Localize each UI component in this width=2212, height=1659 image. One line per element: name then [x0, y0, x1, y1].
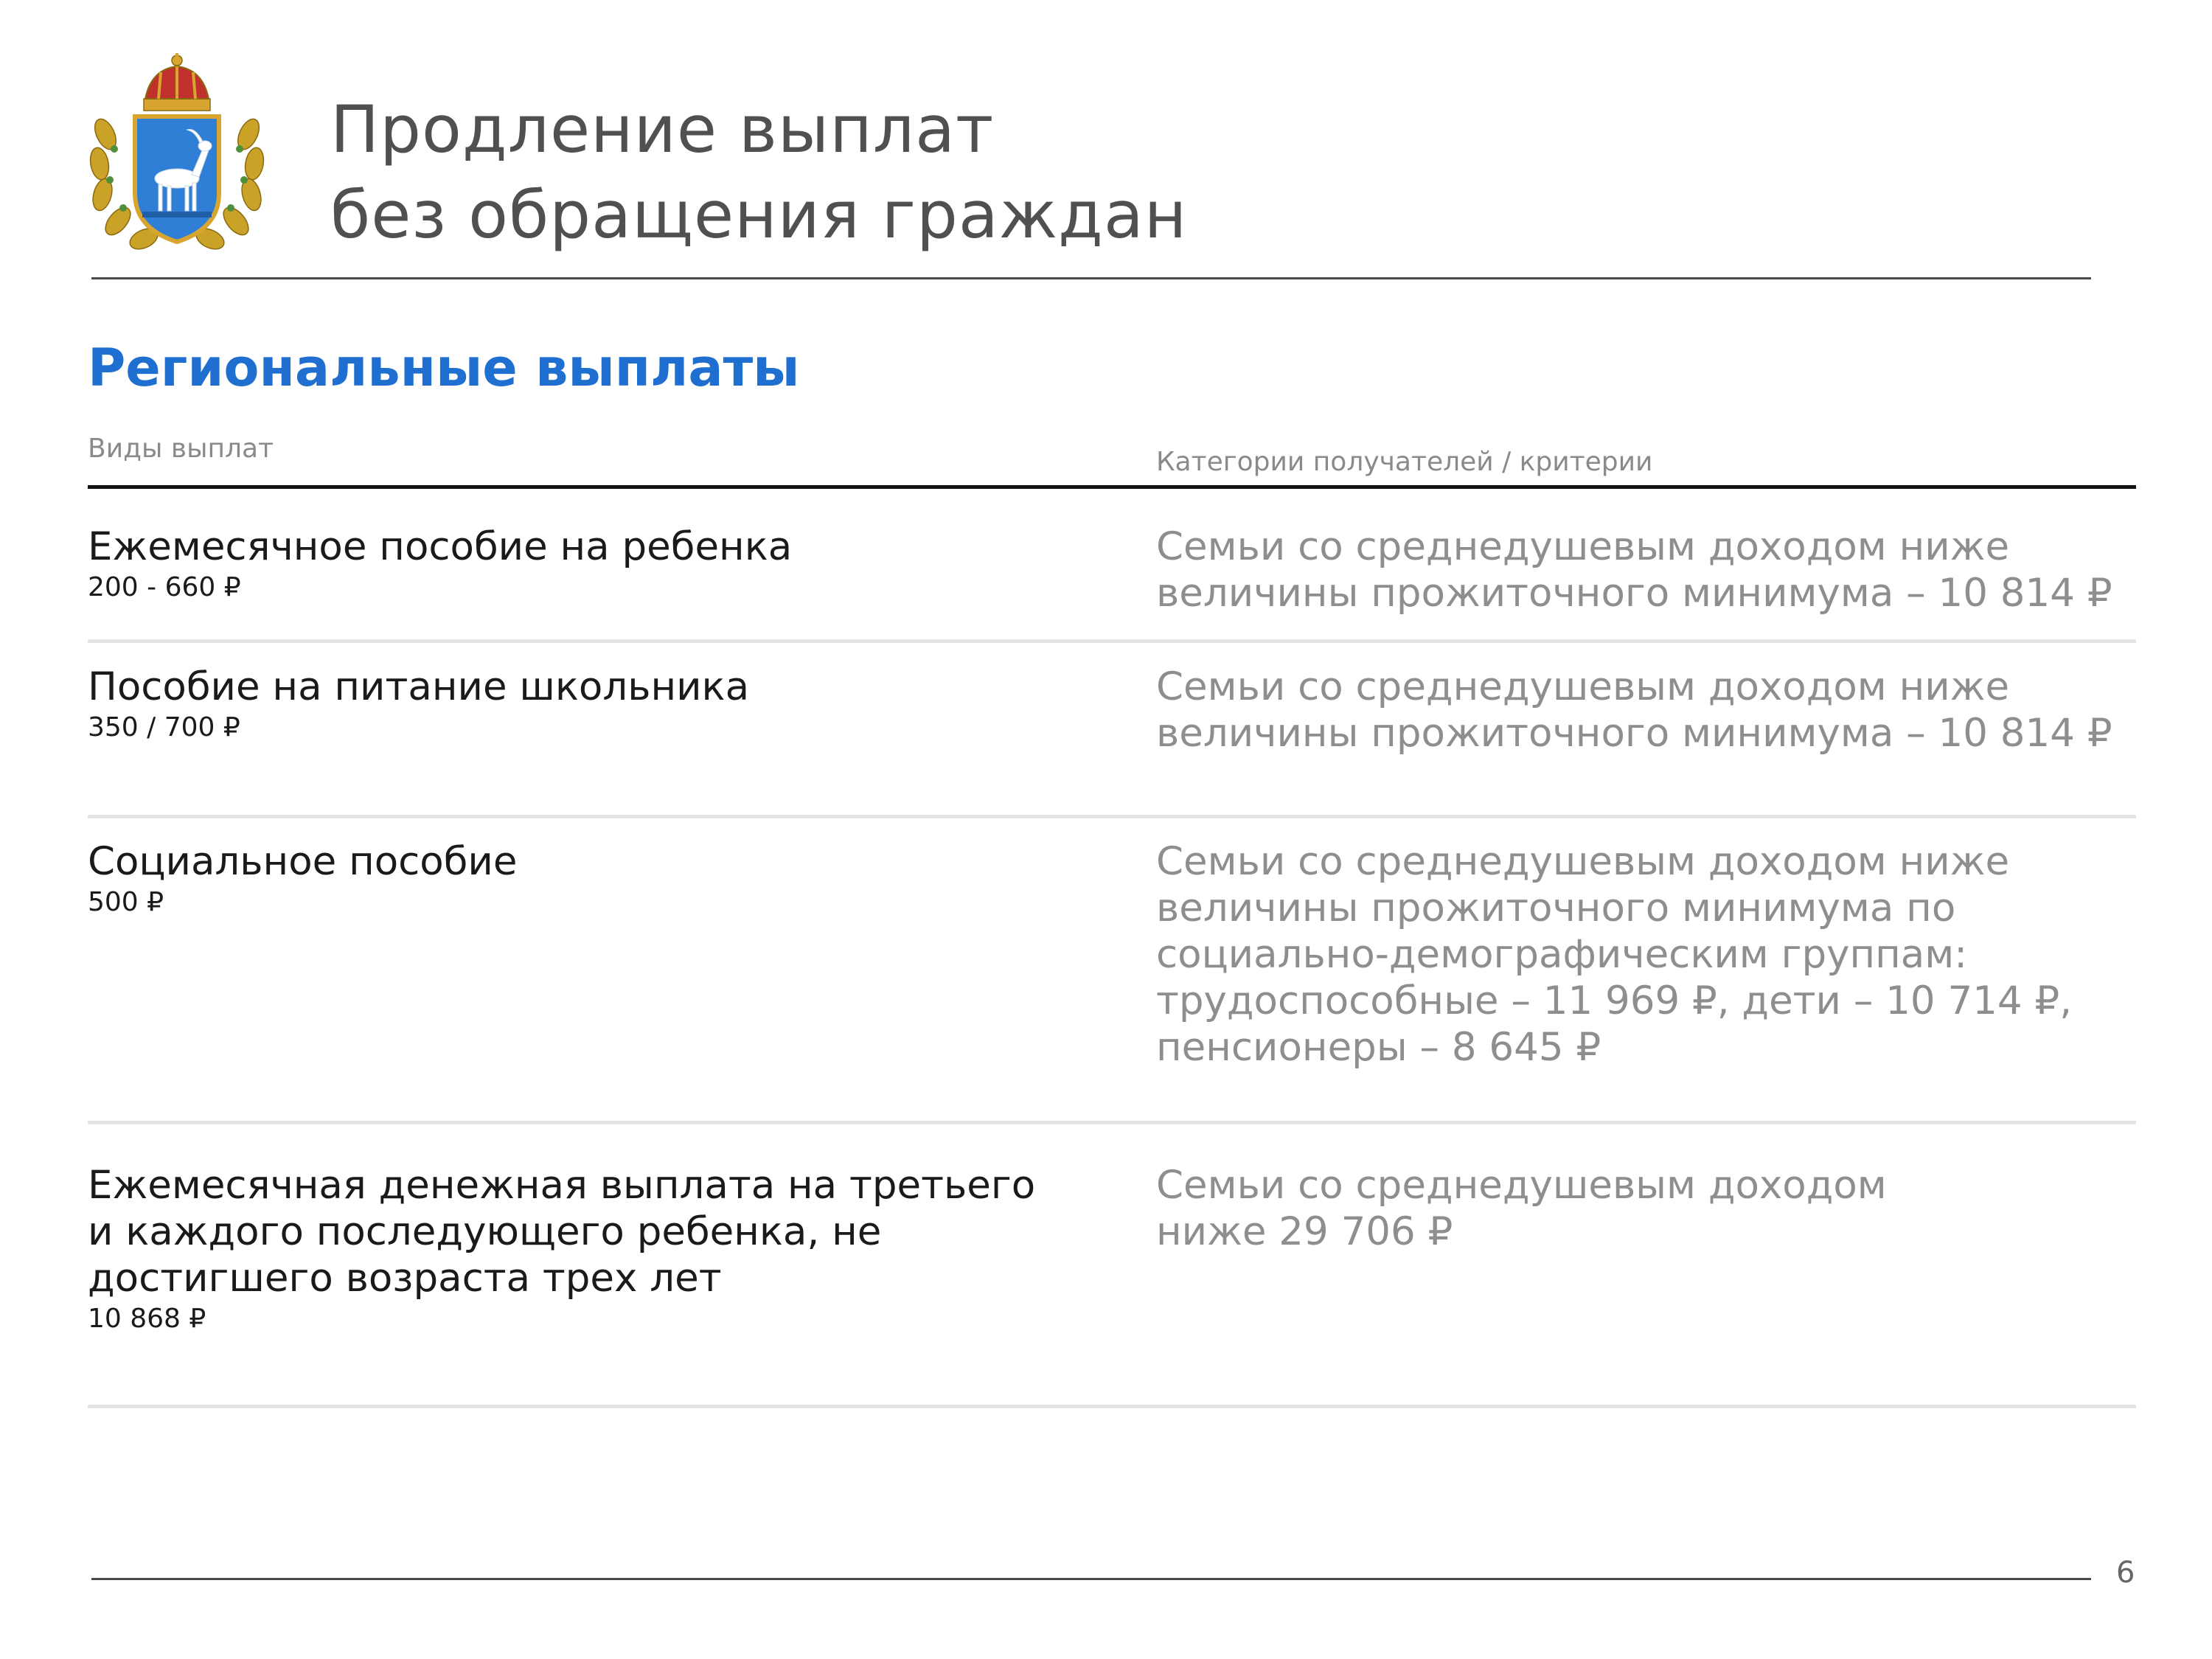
- title-line-1: Продление выплат: [330, 91, 995, 167]
- row-divider: [88, 1121, 2136, 1124]
- criteria-line: величины прожиточного минимума по: [1156, 886, 1956, 931]
- payment-amount: 500 ₽: [88, 887, 164, 917]
- criteria-line: Семьи со среднедушевым доходом: [1156, 1163, 1887, 1208]
- page-number: 6: [2116, 1556, 2135, 1590]
- payment-name-line: Ежемесячная денежная выплата на третьего: [88, 1163, 1036, 1208]
- payment-name-line: достигшего возраста трех лет: [88, 1256, 722, 1301]
- table-row-criteria: [1156, 664, 2115, 757]
- criteria-line: Семьи со среднедушевым доходом ниже: [1156, 839, 2010, 884]
- table-row-payment: [88, 524, 1091, 604]
- table-header-divider: [88, 485, 2136, 489]
- table-row-payment: [88, 1162, 1091, 1335]
- column-header-recipients: Категории получателей / критерии: [1156, 447, 1653, 477]
- payment-amount: 200 - 660 ₽: [88, 572, 241, 602]
- footer-divider: [91, 1578, 2091, 1580]
- criteria-line: ниже 29 706 ₽: [1156, 1209, 1453, 1254]
- table-row-payment: [88, 664, 1091, 744]
- table-row-criteria: [1156, 838, 2115, 1071]
- page-title: [330, 87, 1187, 258]
- criteria-line: величины прожиточного минимума – 10 814 ₽: [1156, 571, 2112, 616]
- criteria-line: трудоспособные – 11 969 ₽, дети – 10 714 ₽,: [1156, 978, 2073, 1023]
- payment-name-line: и каждого последующего ребенка, не: [88, 1209, 882, 1254]
- title-line-2: без обращения граждан: [330, 177, 1188, 253]
- samara-region-coat-of-arms-icon: [85, 53, 269, 260]
- row-divider: [88, 1405, 2136, 1408]
- criteria-line: социально-демографическим группам:: [1156, 932, 1968, 977]
- row-divider: [88, 815, 2136, 818]
- payment-amount: 350 / 700 ₽: [88, 712, 240, 742]
- criteria-line: величины прожиточного минимума – 10 814 ₽: [1156, 711, 2112, 756]
- row-divider: [88, 639, 2136, 643]
- column-header-payments: Виды выплат: [88, 434, 274, 464]
- criteria-line: Семьи со среднедушевым доходом ниже: [1156, 524, 2010, 569]
- payment-amount: 10 868 ₽: [88, 1304, 206, 1334]
- payment-name: Социальное пособие: [88, 839, 518, 884]
- criteria-line: Семьи со среднедушевым доходом ниже: [1156, 664, 2010, 709]
- header-divider: [91, 277, 2091, 279]
- table-row-criteria: [1156, 524, 2115, 616]
- table-row-criteria: [1156, 1162, 2115, 1255]
- section-title: Региональные выплаты: [88, 338, 800, 398]
- criteria-line: пенсионеры – 8 645 ₽: [1156, 1025, 1601, 1070]
- payment-name: Ежемесячное пособие на ребенка: [88, 524, 793, 569]
- table-row-payment: [88, 838, 1091, 919]
- payment-name: Пособие на питание школьника: [88, 664, 750, 709]
